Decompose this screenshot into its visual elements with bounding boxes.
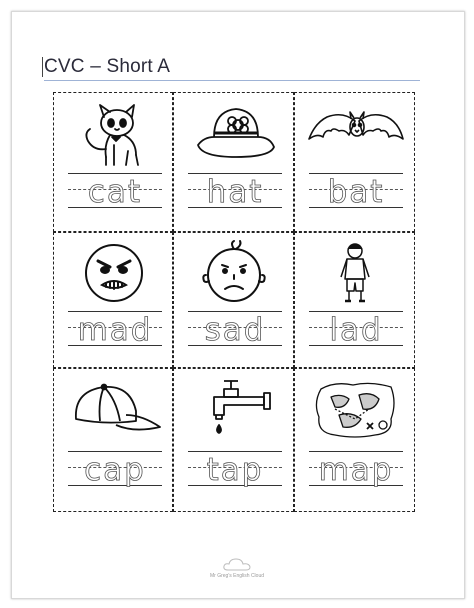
card-bat: [294, 92, 415, 232]
card-cat: [53, 92, 173, 232]
card-sad: [173, 232, 294, 368]
writing-lines: [188, 451, 282, 491]
trace-word-cat: cat: [87, 174, 143, 210]
card-map: [294, 368, 415, 512]
writing-lines: [309, 451, 403, 491]
trace-word-tap: tap: [206, 452, 264, 488]
writing-lines: [188, 311, 282, 351]
cloud-icon: [222, 556, 252, 572]
cap-icon: [64, 375, 164, 445]
card-grid: [53, 92, 415, 512]
cat-icon: [64, 99, 164, 169]
bat-icon: [305, 99, 405, 169]
tap-icon: [184, 375, 284, 445]
trace-word-cap: cap: [84, 452, 146, 488]
hat-icon: [184, 99, 284, 169]
sad-face-icon: [184, 239, 284, 309]
map-icon: [305, 375, 405, 445]
trace-word-lad: lad: [329, 312, 383, 348]
card-mad: [53, 232, 173, 368]
card-hat: [173, 92, 294, 232]
angry-face-icon: [64, 239, 164, 309]
card-tap: [173, 368, 294, 512]
footer: [0, 556, 474, 579]
worksheet-title: CVC – Short A: [44, 56, 171, 77]
footer-brand-text: Mr Greg's English Cloud: [209, 573, 265, 579]
writing-lines: [309, 311, 403, 351]
trace-word-map: map: [318, 452, 394, 488]
trace-word-mad: mad: [77, 312, 153, 348]
boy-icon: [305, 239, 405, 309]
card-lad: [294, 232, 415, 368]
trace-word-hat: hat: [206, 174, 264, 210]
text-cursor: [42, 57, 43, 77]
card-cap: [53, 368, 173, 512]
title-underline: [44, 80, 420, 81]
writing-lines: [68, 311, 162, 351]
writing-lines: [68, 173, 162, 213]
trace-word-sad: sad: [204, 312, 266, 348]
writing-lines: [309, 173, 403, 213]
writing-lines: [68, 451, 162, 491]
trace-word-bat: bat: [327, 174, 385, 210]
writing-lines: [188, 173, 282, 213]
